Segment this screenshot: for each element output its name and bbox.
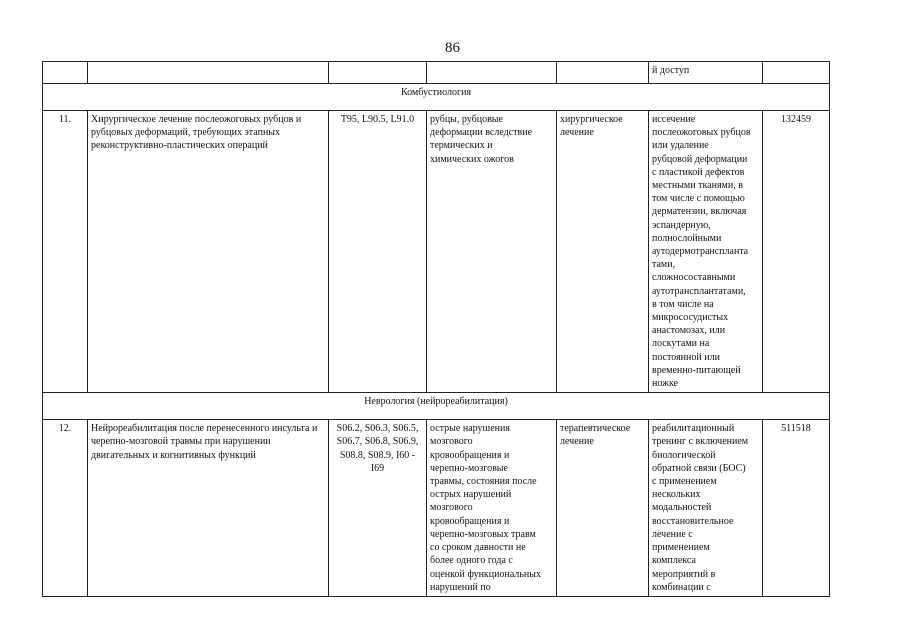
page-number: 86 — [445, 40, 460, 56]
cell-name — [88, 62, 329, 84]
care-type-name: Хирургическое лечение послеожоговых рубцов и рубцовых деформаций, требующих этапных реконструктивно-пластических операций — [88, 111, 329, 393]
section-title: Неврология (нейрореабилитация) — [43, 393, 830, 420]
standard-cost: 511518 — [763, 420, 830, 597]
cell-model — [427, 62, 557, 84]
table-row — [43, 420, 830, 597]
patient-model: рубцы, рубцовые деформации вследствие термических и химических ожогов — [427, 111, 557, 393]
cell-price — [763, 62, 830, 84]
treatment-method: иссечение послеожоговых рубцов или удаление рубцовой деформации с пластикой дефектов местными тканями, в том числе с помощью дерматензии, включая эспандерную, полнослойными аутодермотрансплантa тами, сложносоставными аутотрансплантатами, в том числе на микрососудистых анастомозах, или лоскутами на постоянной или временно-питающей ножке — [649, 111, 763, 393]
treatment-type: терапевтическое лечение — [557, 420, 649, 597]
patient-model: острые нарушения мозгового кровообращения и черепно-мозговые травмы, состояния после острых нарушений мозгового кровообращения и черепно-мозговых травм со сроком давности не более одного года с оценкой функциональных нарушений по — [427, 420, 557, 597]
care-type-name: Нейрореабилитация после перенесенного инсульта и черепно-мозговой травмы при нарушении двигательных и когнитивных функций — [88, 420, 329, 597]
treatment-method: реабилитационный тренинг с включением биологической обратной связи (БОС) с применением нескольких модальностей восстановительное лечение с применением комплекса мероприятий в комбинации с — [649, 420, 763, 597]
treatment-type: хирургическое лечение — [557, 111, 649, 393]
icd-codes: T95, L90.5, L91.0 — [329, 111, 427, 393]
cell-treatment — [557, 62, 649, 84]
care-table — [42, 61, 830, 597]
section-title: Комбустиология — [43, 84, 830, 111]
cell-method: й доступ — [649, 62, 763, 84]
section-header-row — [43, 393, 830, 420]
continuation-row — [43, 62, 830, 84]
row-number: 11. — [43, 111, 88, 393]
table-row — [43, 111, 830, 393]
cell-codes — [329, 62, 427, 84]
standard-cost: 132459 — [763, 111, 830, 393]
section-header-row — [43, 84, 830, 111]
row-number: 12. — [43, 420, 88, 597]
icd-codes: S06.2, S06.3, S06.5, S06.7, S06.8, S06.9, S08.8, S08.9, I60 - I69 — [329, 420, 427, 597]
cell-num — [43, 62, 88, 84]
